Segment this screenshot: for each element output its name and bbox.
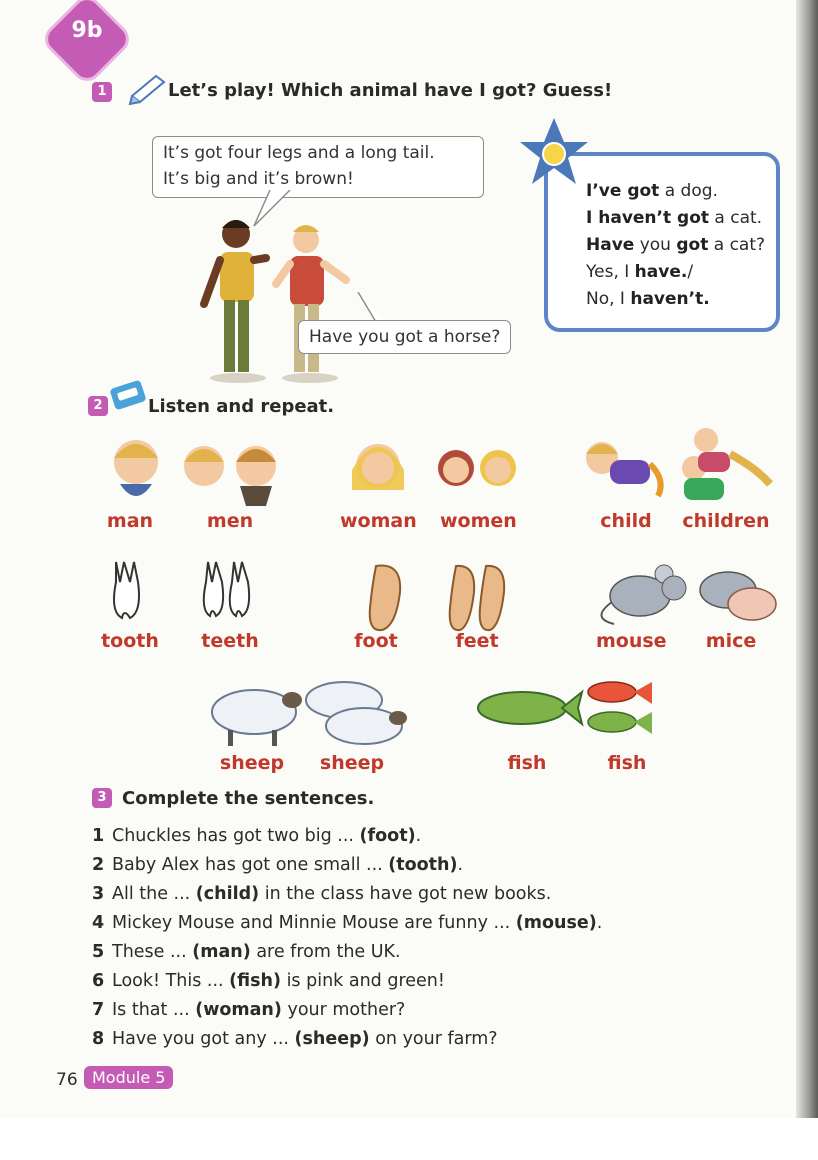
sentence-6: 6 Look! This ... (fish) is pink and green! (92, 971, 445, 991)
children-pictures (580, 424, 780, 510)
sentence-2: 2 Baby Alex has got one small ... (tooth). (92, 855, 464, 875)
lesson-badge (52, 4, 122, 74)
sheep-pictures (204, 678, 414, 754)
bubble-tail-2 (350, 292, 390, 322)
sentence-list (92, 822, 602, 1054)
word-teeth: teeth (201, 630, 259, 652)
word-sheep-plural: sheep (319, 752, 385, 774)
module-tab: Module 5 (84, 1066, 173, 1089)
exercise-1-number: 1 (92, 82, 112, 102)
mice-pictures (590, 552, 786, 634)
grammar-line-5: No, I haven’t. (586, 289, 710, 309)
teeth-pictures (100, 552, 270, 628)
fish-pictures (462, 676, 662, 752)
bottom-margin (0, 1118, 818, 1160)
sentence-3: 3 All the ... (child) in the class have got new books. (92, 884, 552, 904)
word-tooth: tooth (101, 630, 159, 652)
grammar-line-3: Have you got a cat? (586, 235, 766, 255)
clue-line-2: It’s big and it’s brown! (163, 169, 354, 189)
grammar-line-4: Yes, I have./ (586, 262, 694, 282)
exercise-1-title: Let’s play! Which animal have I got? Guess! (168, 80, 613, 101)
page-binding-edge (796, 0, 818, 1120)
sentence-7: 7 Is that ... (woman) your mother? (92, 1000, 406, 1020)
word-fish-singular: fish (507, 752, 547, 774)
speech-bubble-question (298, 320, 511, 354)
word-foot: foot (354, 630, 398, 652)
exercise-3-number: 3 (92, 788, 112, 808)
word-children: children (682, 510, 770, 532)
exercise-2-title: Listen and repeat. (148, 396, 335, 417)
two-boys-illustration (198, 212, 368, 384)
word-fish-plural: fish (607, 752, 647, 774)
feet-pictures (352, 556, 522, 636)
word-mice: mice (705, 630, 757, 652)
sentence-1: 1 Chuckles has got two big ... (foot). (92, 826, 422, 846)
word-mouse: mouse (596, 630, 667, 652)
men-pictures (106, 428, 286, 508)
sentence-8: 8 Have you got any ... (sheep) on your farm? (92, 1029, 498, 1049)
clue-line-1: It’s got four legs and a long tail. (163, 143, 435, 163)
cassette-icon (108, 378, 148, 410)
lesson-badge-label: 9b (71, 18, 103, 43)
exercise-2-number: 2 (88, 396, 108, 416)
grammar-line-1: I’ve got a dog. (586, 181, 718, 201)
star-badge-icon (518, 116, 590, 188)
exercise-3-title: Complete the sentences. (122, 788, 375, 809)
word-man: man (106, 510, 154, 532)
word-feet: feet (455, 630, 499, 652)
page-number: 76 (56, 1070, 78, 1090)
grammar-line-2: I haven’t got a cat. (586, 208, 763, 228)
women-pictures (346, 430, 536, 508)
pencil-icon (128, 70, 168, 106)
word-women: women (440, 510, 517, 532)
word-woman: woman (340, 510, 417, 532)
sentence-5: 5 These ... (man) are from the UK. (92, 942, 401, 962)
word-child: child (600, 510, 652, 532)
speech-bubble-clue (152, 136, 484, 198)
question-text: Have you got a horse? (309, 327, 501, 347)
sentence-4: 4 Mickey Mouse and Minnie Mouse are funny ... (mouse). (92, 913, 603, 933)
word-sheep-singular: sheep (219, 752, 285, 774)
word-men: men (206, 510, 254, 532)
